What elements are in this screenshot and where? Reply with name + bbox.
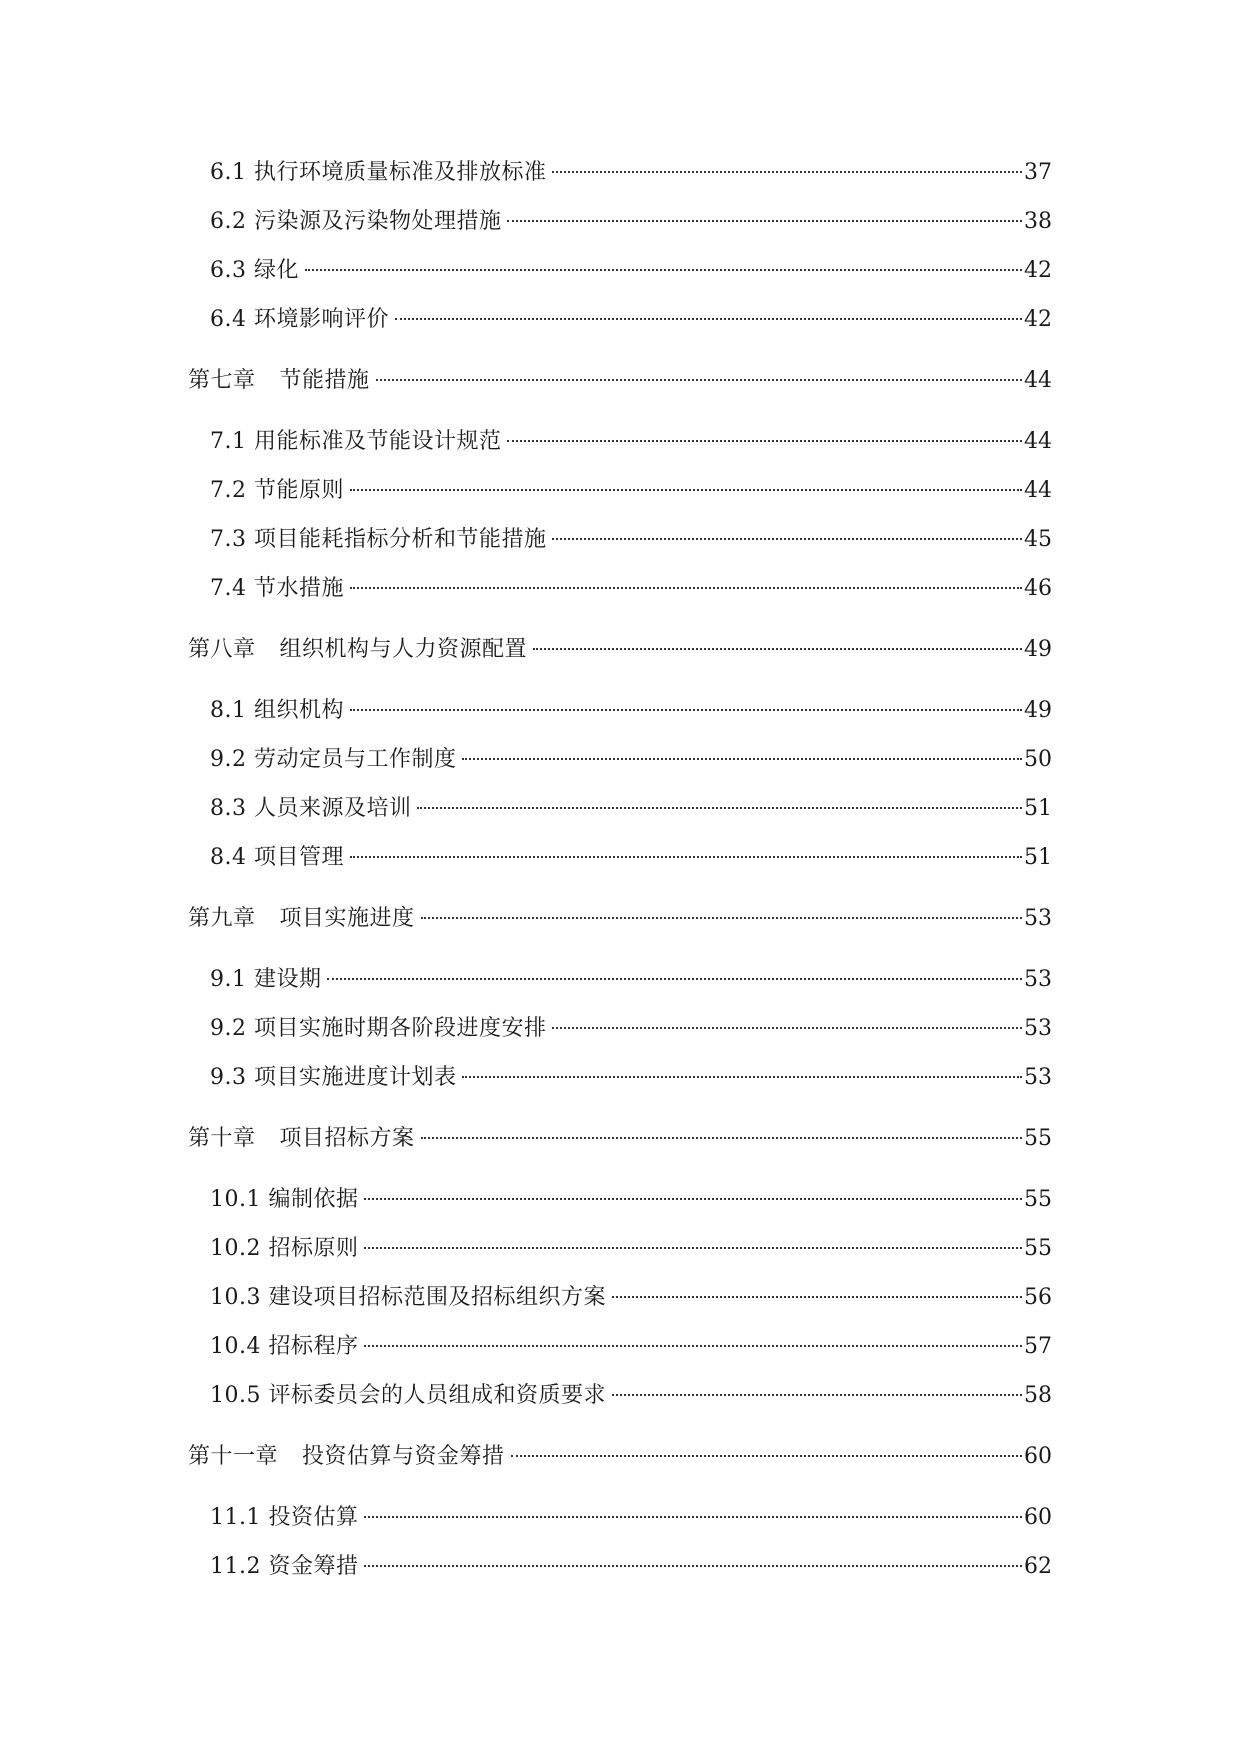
dot-leader [350,856,1022,858]
toc-entry-title: 6.2 污染源及污染物处理措施 [210,209,502,234]
toc-entry-11-2[interactable] [188,1552,1052,1601]
toc-entry-page: 49 [1024,637,1052,662]
dot-leader [305,269,1022,271]
toc-entry-7-2[interactable] [188,476,1052,525]
toc-entry-title: 8.1 组织机构 [210,698,344,723]
chapter-label: 组织机构与人力资源配置 [279,637,528,662]
toc-chapter-title [188,635,527,665]
toc-entry-title: 7.4 节水措施 [210,576,344,601]
toc-entry-title: 9.3 项目实施进度计划表 [210,1065,457,1090]
toc-chapter-8[interactable] [188,635,1052,684]
toc-entry-8-4[interactable] [188,843,1052,892]
dot-leader [612,1394,1022,1396]
dot-leader [350,489,1022,491]
dot-leader [421,1137,1022,1139]
toc-entry-page: 44 [1024,478,1052,503]
toc-entry-title: 10.3 建设项目招标范围及招标组织方案 [210,1285,606,1310]
toc-entry-7-1[interactable] [188,427,1052,476]
toc-entry-title: 10.2 招标原则 [210,1236,359,1261]
dot-leader [421,917,1022,919]
toc-chapter-title [188,1124,415,1154]
toc-entry-title: 11.2 资金筹措 [210,1554,359,1579]
dot-leader [507,440,1022,442]
dot-leader [364,1516,1022,1518]
toc-entry-10-5[interactable] [188,1381,1052,1430]
chapter-label: 节能措施 [279,368,370,393]
dot-leader [395,318,1022,320]
toc-entry-title: 10.1 编制依据 [210,1187,359,1212]
toc-entry-10-4[interactable] [188,1332,1052,1381]
toc-chapter-10[interactable] [188,1124,1052,1173]
dot-leader [364,1247,1022,1249]
toc-entry-title: 11.1 投资估算 [210,1505,359,1530]
toc-chapter-9[interactable] [188,904,1052,953]
toc-entry-title: 6.4 环境影响评价 [210,307,389,332]
toc-entry-page: 37 [1024,160,1052,185]
toc-entry-page: 46 [1024,576,1052,601]
toc-entry-10-1[interactable] [188,1185,1052,1234]
toc-entry-page: 53 [1024,1065,1052,1090]
chapter-label: 项目实施进度 [279,906,415,931]
toc-entry-page: 60 [1024,1505,1052,1530]
toc-entry-page: 62 [1024,1554,1052,1579]
toc-entry-9-1[interactable] [188,965,1052,1014]
toc-entry-title: 9.2 劳动定员与工作制度 [210,747,457,772]
toc-entry-title: 9.1 建设期 [210,967,322,992]
chapter-label: 投资估算与资金筹措 [302,1444,505,1469]
toc-entry-9-2[interactable] [188,1014,1052,1063]
chapter-number: 第九章 [188,906,256,931]
toc-entry-page: 55 [1024,1126,1052,1151]
chapter-label: 项目招标方案 [279,1126,415,1151]
toc-entry-6-2[interactable] [188,207,1052,256]
toc-entry-page: 60 [1024,1444,1052,1469]
dot-leader [612,1296,1022,1298]
toc-chapter-title [188,1442,505,1472]
chapter-number: 第十一章 [188,1444,279,1469]
dot-leader [552,171,1022,173]
dot-leader [507,220,1022,222]
toc-entry-page: 50 [1024,747,1052,772]
dot-leader [511,1455,1022,1457]
chapter-number: 第十章 [188,1126,256,1151]
chapter-number: 第八章 [188,637,256,662]
toc-entry-page: 44 [1024,368,1052,393]
dot-leader [364,1565,1022,1567]
toc-entry-title: 7.3 项目能耗指标分析和节能措施 [210,527,547,552]
toc-chapter-11[interactable] [188,1442,1052,1491]
dot-leader [376,379,1022,381]
toc-entry-6-4[interactable] [188,305,1052,354]
toc-entry-10-2[interactable] [188,1234,1052,1283]
toc-entry-title: 10.4 招标程序 [210,1334,359,1359]
toc-chapter-title [188,366,370,396]
toc-entry-7-4[interactable] [188,574,1052,623]
toc-entry-11-1[interactable] [188,1503,1052,1552]
dot-leader [462,758,1022,760]
toc-entry-page: 45 [1024,527,1052,552]
toc-chapter-title [188,904,415,934]
dot-leader [364,1345,1022,1347]
toc-entry-title: 10.5 评标委员会的人员组成和资质要求 [210,1383,606,1408]
toc-entry-page: 56 [1024,1285,1052,1310]
toc-entry-9-2-labor[interactable] [188,745,1052,794]
chapter-number: 第七章 [188,368,256,393]
toc-entry-title: 8.4 项目管理 [210,845,344,870]
toc-entry-page: 42 [1024,307,1052,332]
toc-entry-page: 55 [1024,1187,1052,1212]
dot-leader [462,1076,1022,1078]
toc-entry-title: 9.2 项目实施时期各阶段进度安排 [210,1016,547,1041]
toc-entry-page: 53 [1024,1016,1052,1041]
toc-entry-6-3[interactable] [188,256,1052,305]
toc-entry-6-1[interactable] [188,158,1052,207]
toc-entry-page: 58 [1024,1383,1052,1408]
toc-chapter-7[interactable] [188,366,1052,415]
dot-leader [552,538,1022,540]
toc-entry-page: 42 [1024,258,1052,283]
toc-entry-10-3[interactable] [188,1283,1052,1332]
dot-leader [552,1027,1022,1029]
toc-entry-9-3[interactable] [188,1063,1052,1112]
toc-entry-page: 44 [1024,429,1052,454]
toc-entry-page: 53 [1024,906,1052,931]
toc-entry-title: 6.1 执行环境质量标准及排放标准 [210,160,547,185]
dot-leader [364,1198,1022,1200]
dot-leader [350,709,1022,711]
toc-entry-7-3[interactable] [188,525,1052,574]
toc-entry-page: 57 [1024,1334,1052,1359]
dot-leader [327,978,1022,980]
dot-leader [417,807,1022,809]
toc-entry-page: 38 [1024,209,1052,234]
toc-entry-page: 51 [1024,796,1052,821]
toc-entry-8-3[interactable] [188,794,1052,843]
table-of-contents [188,158,1052,1601]
toc-entry-page: 55 [1024,1236,1052,1261]
toc-entry-title: 6.3 绿化 [210,258,299,283]
toc-entry-title: 7.1 用能标准及节能设计规范 [210,429,502,454]
toc-entry-8-1[interactable] [188,696,1052,745]
dot-leader [533,648,1022,650]
toc-entry-title: 7.2 节能原则 [210,478,344,503]
toc-entry-page: 51 [1024,845,1052,870]
toc-entry-page: 53 [1024,967,1052,992]
dot-leader [350,587,1022,589]
toc-entry-title: 8.3 人员来源及培训 [210,796,412,821]
toc-entry-page: 49 [1024,698,1052,723]
